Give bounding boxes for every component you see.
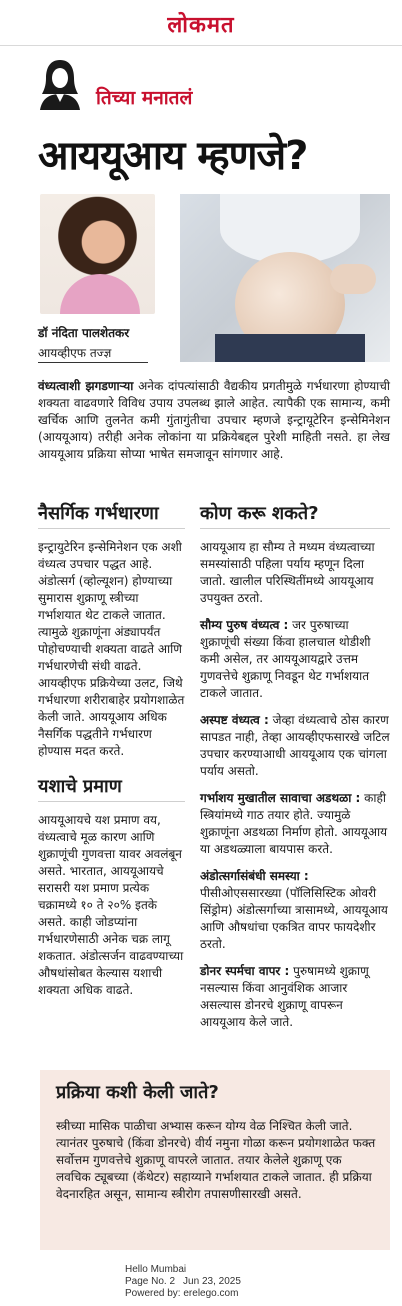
process-box — [40, 1070, 390, 1250]
process-heading: प्रक्रिया कशी केली जाते? — [56, 1082, 219, 1103]
pregnant-woman-photo — [180, 194, 390, 362]
intro-paragraph — [38, 378, 390, 463]
woman-silhouette-icon — [38, 58, 82, 110]
headline: आययूआय म्हणजे? — [38, 133, 308, 179]
item-lead: अस्पष्ट वंध्यत्व : — [200, 713, 269, 727]
item-text: जर पुरुषाच्या शुक्राणूंची संख्या किंवा हालचाल थोडीशी कमी असेल, तर आययूआयद्वारे उत्तम गुणवत्तेचे शुक्राणू निवडून थेट गर्भाशयात टाकले जातात. — [200, 618, 371, 700]
process-text: स्त्रीच्या मासिक पाळीचा अभ्यास करून योग्य वेळ निश्चित केली जाते. त्यानंतर पुरुषाचे (किंवा डोनरचे) वीर्य नमुना गोळा करून प्रयोगशाळेत फक्त सर्वोत्तम गुणवत्तेचे शुक्राणू वापरले जातात. तयार केलेले शुक्राणू एक लवचिक ट्यूबच्या (कॅथेटर) सहाय्याने गर्भाशयात टाकले जातात. ही प्रक्रिया वेदनारहित असून, सामान्य स्त्रीरोग तपासणीसारखी असते. — [56, 1119, 376, 1201]
section-heading-natural: नैसर्गिक गर्भधारणा — [38, 505, 185, 529]
item-text: काही स्त्रियांमध्ये गाठ तयार होते. ज्यामुळे शुक्राणूंना अडथळा निर्माण होतो. आययूआय या अडथळ्याला बायपास करते. — [200, 791, 388, 856]
author-shirt — [60, 274, 140, 314]
author-photo — [40, 194, 155, 314]
intro-lead: वंध्यत्वाशी झगडणाऱ्या — [38, 379, 134, 393]
footer-edition: Hello Mumbai — [125, 1264, 187, 1275]
section-text-natural: इन्ट्रायुटेरिन इन्सेमिनेशन एक अशी वंध्यत्व उपचार पद्धत आहे. अंडोत्सर्ग (व्होल्यूशन) होण्याच्या सुमारास शुक्राणू स्त्रीच्या गर्भाशयात थेट टाकले जातात. त्यामुळे शुक्राणूंना अंड्यापर्यंत पोहोचण्याची शक्यता वाढते आणि गर्भधारणेची संधी वाढते. आयव्हीएफ प्रक्रियेच्या उलट, जिथे गर्भधारणा शरीराबाहेर प्रयोगशाळेत केली जाते. आययूआय अधिक नैसर्गिक पद्धतीने गर्भधारण होण्यास मदत करते. — [38, 540, 185, 758]
intro-text: अनेक दांपत्यांसाठी वैद्यकीय प्रगतीमुळे गर्भधारणा होण्याची शक्यता वाढवणारे विविध उपाय उपलब्ध झाले आहेत. त्यापैकी एक सामान्य, कमी खर्चिक आणि तुलनेत कमी गुंतागुंतीचा उपचार म्हणजे इन्ट्रायूटेरिन इन्सेमिनेशन (आययूआय) तरीही अनेक लोकांना या प्रक्रियेबद्दल पुरेशी माहिती नसते. हा लेख आययूआय प्रक्रिया सोप्या भाषेत समजावून सांगणार आहे. — [38, 379, 390, 461]
footer-powered[interactable]: Powered by: erelego.com — [125, 1288, 239, 1299]
column-tag — [38, 58, 318, 110]
section-text-success: आययूआयचे यश प्रमाण वय, वंध्यत्वाचे मूळ कारण आणि शुक्राणूंची गुणवत्ता यावर अवलंबून असते. भारतात, आययूआयचे सरासरी यश प्रमाण प्रत्येक चक्रामध्ये १० ते २०% इतके असते. काही जोडप्यांना गर्भधारणेसाठी अनेक चक्र लागू शकतात. अंडोत्सर्जन वाढवण्याच्या औषधांसोबत केल्यास यशाची शक्यता अधिक वाढते. — [38, 813, 184, 997]
item-lead: अंडोत्सर्गासंबंधी समस्या : — [200, 869, 309, 883]
item-text: पुरुषामध्ये शुक्राणू नसल्यास किंवा आनुवंशिक आजार असल्यास डोनरचे शुक्राणू वापरून आययूआय केले जाते. — [200, 964, 369, 1029]
section-heading-success: यशाचे प्रमाण — [38, 778, 185, 802]
list-item — [200, 963, 390, 1031]
footer-page: Page No. 2 — [125, 1276, 176, 1287]
masthead — [0, 0, 402, 46]
column-name: तिच्या मनातलं — [96, 87, 193, 109]
page-footer — [125, 1264, 241, 1300]
item-lead: सौम्य पुरुष वंध्यत्व : — [200, 618, 289, 632]
item-lead: डोनर स्पर्मचा वापर : — [200, 964, 290, 978]
author-name: डॉ नंदिता पालशेतकर — [38, 326, 130, 340]
photo-hand — [330, 264, 376, 294]
list-item — [200, 868, 390, 953]
footer-date: Jun 23, 2025 — [183, 1276, 241, 1287]
section-text-who: आययूआय हा सौम्य ते मध्यम वंध्यत्वाच्या समस्यांसाठी पहिला पर्याय म्हणून दिला जातो. खालील परिस्थितींमध्ये आययूआय उपयुक्त ठरतो. — [200, 540, 375, 605]
photo-pants — [215, 334, 365, 362]
newspaper-logo: लोकमत — [167, 13, 235, 38]
item-text: जेव्हा वंध्यत्वाचे ठोस कारण सापडत नाही, तेव्हा आयव्हीएफसारखे जटिल उपचार करण्याआधी आययूआय एक चांगला पर्याय असतो. — [200, 713, 390, 778]
author-role: आयव्हीएफ तज्ज्ञ — [38, 346, 112, 360]
list-item — [200, 790, 390, 858]
list-item — [200, 617, 390, 702]
item-lead: गर्भाशय मुखातील सावाचा अडथळा : — [200, 791, 361, 805]
footer-page-line — [125, 1276, 241, 1288]
right-column — [200, 505, 390, 1041]
section-heading-who: कोण करू शकते? — [200, 505, 390, 529]
left-column — [38, 505, 185, 1009]
list-item — [200, 712, 390, 780]
item-text: पीसीओएससारख्या (पॉलिसिस्टिक ओवरी सिंड्रोम) अंडोत्सर्गाच्या त्रासामध्ये, आययूआय आणि औषधांचा एकत्रित वापर फायदेशीर ठरतो. — [200, 886, 388, 951]
divider — [38, 362, 148, 363]
